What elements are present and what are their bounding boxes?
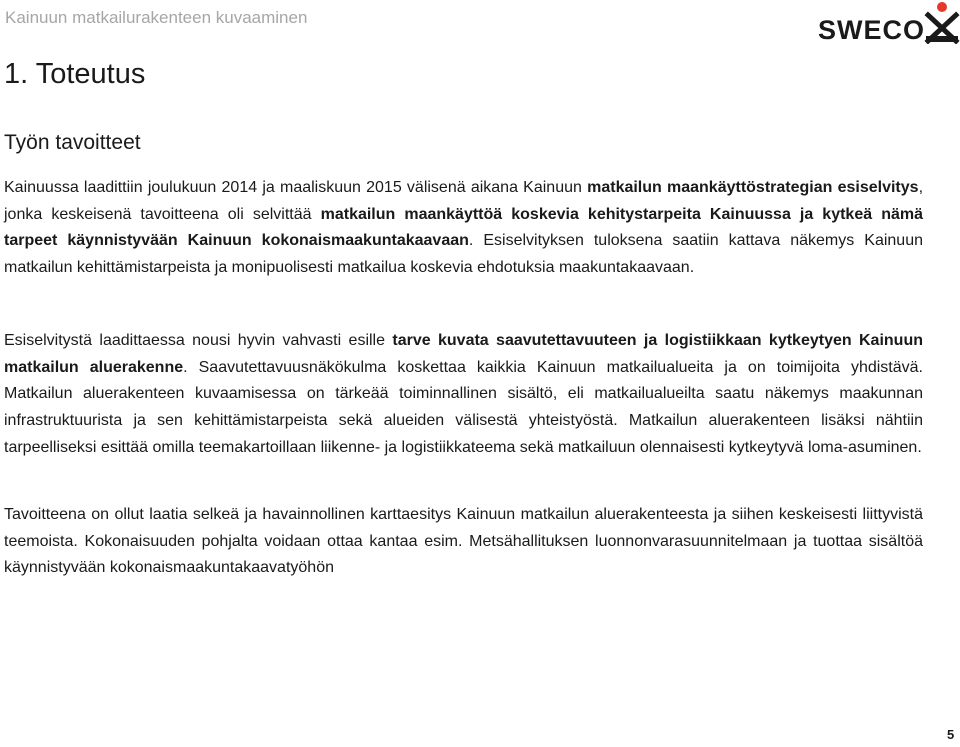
paragraph-3 [4,502,923,582]
paragraph-1-emphasis: matkailun maankäyttöstrategian esiselvitys [587,179,919,196]
paragraph-2 [4,328,923,462]
paragraph-1-run: Kainuussa laadittiin joulukuun 2014 ja maaliskuun 2015 välisenä aikana Kainuun [4,179,588,196]
paragraph-2-emphasis: tarve kuvata saavutettavuuteen ja logistiikkaan kytkeytyen Kainuun matkailun aluerakenne [4,332,923,376]
paragraph-1-run: , jonka keskeisenä tavoitteena oli selvittää [4,179,924,223]
document-header-title: Kainuun matkailurakenteen kuvaaminen [5,8,308,27]
paragraph-1-run: . Esiselvityksen tuloksena saatiin kattava näkemys Kainuun matkailun kehittämistarpeista ja monipuolisesti matkailua koskevia ehdotuksia maakuntakaavaan. [4,232,923,277]
paragraph-1 [4,175,923,282]
sweco-logo-text: SWECO [818,15,926,45]
paragraph-2-run: . Saavutettavuusnäkökulma koskettaa kaikkia Kainuun matkailualueita ja on toimijoita yhdistävä. Matkailun aluerakenteen kuvaamisessa on tärkeää toiminnallinen sisältö, eli matkailualueilta saatu näkemys maakunnan infrastruktuurista ja sen kehittämistarpeista sekä alueiden välisestä yhteistyöstä. Matkailun aluerakenteen lisäksi nähtiin tarpeelliseksi esittää omilla teemakartoillaan liikenne- ja logistiikkateema sekä matkailuun olennaisesti kytkeytyvä loma-asuminen. [4,358,923,456]
paragraph-2-run: Esiselvitystä laadittaessa nousi hyvin vahvasti esille [4,332,393,349]
section-heading: Työn tavoitteet [4,131,141,154]
page-title: 1. Toteutus [4,58,146,90]
paragraph-3-run: Tavoitteena on ollut laatia selkeä ja havainnollinen karttaesitys Kainuun matkailun aluerakenteesta ja siihen keskeisesti liittyvistä teemoista. Kokonaisuuden pohjalta voidaan ottaa kantaa esim. Metsähallituksen luonnonvarasuunnitelmaan ja tuottaa sisältöä käynnistyvään kokonaismaakuntakaavatyöhön [4,506,923,577]
page-number: 5 [947,727,955,742]
sweco-person-icon [924,0,960,44]
sweco-logo [818,0,960,46]
paragraph-1-emphasis: matkailun maankäyttöä koskevia kehitystarpeita Kainuussa ja kytkeä nämä tarpeet käynnistyvään Kainuun kokonaismaakuntakaavaan [4,205,923,250]
